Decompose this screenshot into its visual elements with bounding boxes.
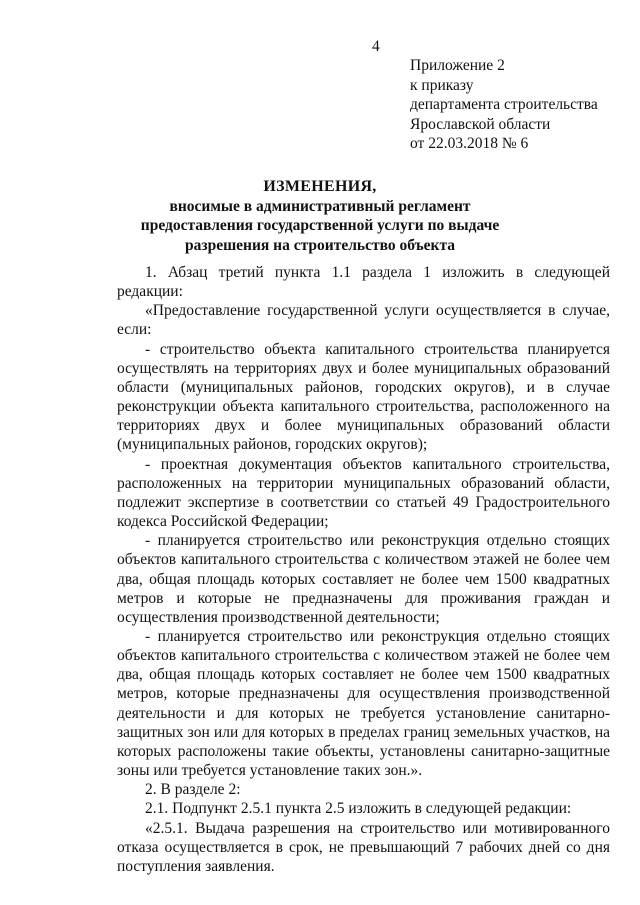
paragraph: - строительство объекта капитального строительства планируется осуществлять на территориях двух и более муниципальных образований области (муниципальных районов, городских округов), и в случае реконструкции объекта капитального строительства, расположенного на территориях двух и более муниципальных образований области (муниципальных районов, городских округов);	[117, 340, 610, 454]
appendix-block	[410, 56, 598, 154]
title-subtitle-line: предоставления государственной услуги по выдаче	[140, 217, 500, 234]
appendix-line: Приложение 2	[410, 57, 505, 74]
document-body	[117, 263, 610, 876]
paragraph: «Предоставление государственной услуги осуществляется в случае, если:	[117, 302, 610, 339]
title-subtitle-line: вносимые в административный регламент	[169, 197, 471, 215]
appendix-line: к приказу	[410, 76, 474, 94]
paragraph: - проектная документация объектов капитального строительства, расположенных на территории муниципальных образований области, подлежит экспертизе в соответствии со статьей 49 Градостроительного кодекса Российской Федерации;	[117, 455, 610, 531]
page-number: 4	[372, 38, 380, 55]
paragraph: 1. Абзац третий пункта 1.1 раздела 1 изложить в следующей редакции:	[117, 264, 610, 301]
paragraph: 2.1. Подпункт 2.5.1 пункта 2.5 изложить в следующей редакции:	[145, 800, 572, 818]
title-subtitle-line: разрешения на строительство объекта	[184, 236, 455, 254]
appendix-line: от 22.03.2018 № 6	[410, 135, 529, 152]
paragraph: «2.5.1. Выдача разрешения на строительство или мотивированного отказа осуществляется в срок, не превышающий 7 рабочих дней со дня поступления заявления.	[117, 819, 610, 875]
paragraph: 2. В разделе 2:	[145, 781, 241, 799]
document-title	[0, 177, 640, 255]
paragraph: - планируется строительство или реконструкция отдельно стоящих объектов капитального строительства с количеством этажей не более чем два, общая площадь которых составляет не более чем 1500 квадратных метров и которые не предназначены для проживания граждан и осуществления производственной деятельности;	[117, 532, 610, 626]
appendix-line: Ярославской области	[410, 115, 551, 133]
appendix-line: департамента строительства	[410, 96, 598, 113]
paragraph: - планируется строительство или реконструкция отдельно стоящих объектов капитального строительства с количеством этажей не более чем два, общая площадь которых составляет не более чем 1500 квадратных метров, которые предназначены для осуществления производственной деятельности и для которых не требуется установление санитарно-защитных зон или для которых в пределах границ земельных участков, на которых расположены такие объекты, установлены санитарно-защитные зоны или требуется установление таких зон.».	[117, 627, 610, 780]
title-main: ИЗМЕНЕНИЯ,	[263, 178, 377, 195]
